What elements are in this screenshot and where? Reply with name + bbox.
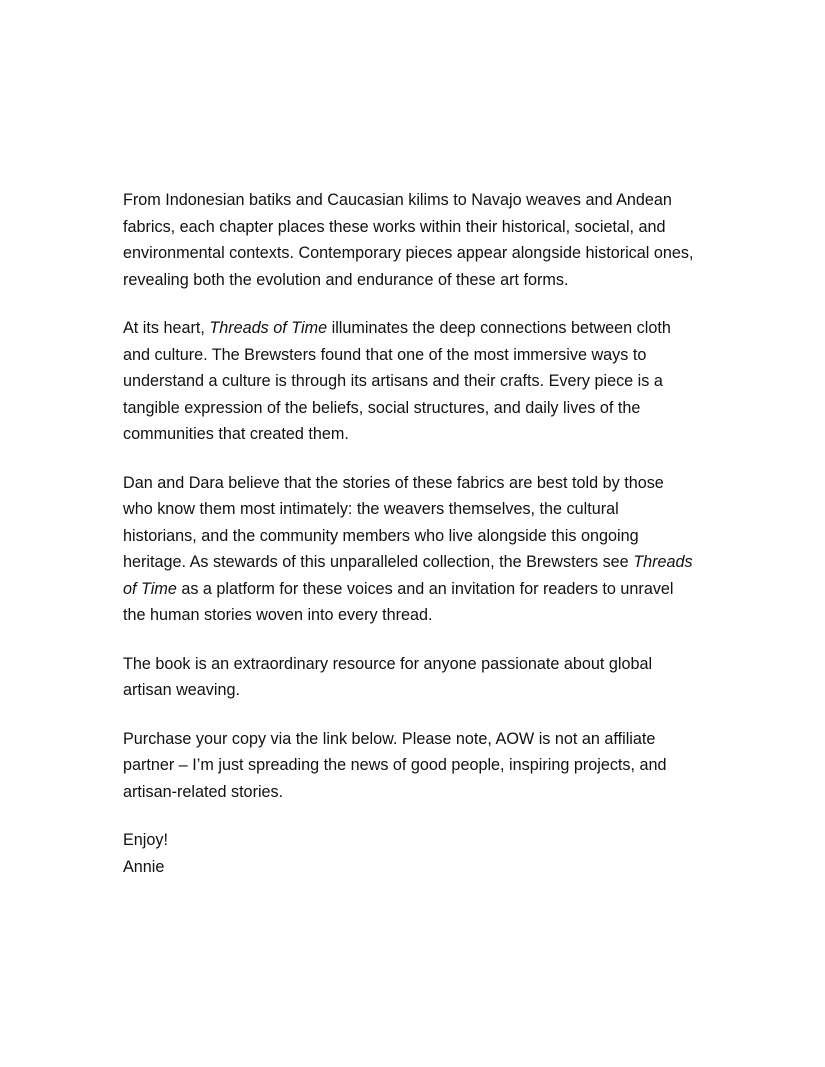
text-line: [123, 576, 723, 603]
text-line: revealing both the evolution and endurance of these art forms.: [123, 270, 569, 289]
text-line: tangible expression of the beliefs, social structures, and daily lives of the: [123, 398, 641, 417]
text-line: understand a culture is through its artisans and their crafts. Every piece is a: [123, 372, 663, 390]
text-line: The book is an extraordinary resource for anyone passionate about global: [123, 654, 653, 673]
book-title: Threads of Time: [209, 319, 328, 337]
text-line: [123, 315, 723, 342]
paragraph-textile-traditions: [123, 187, 723, 293]
text-line: From Indonesian batiks and Caucasian kilims to Navajo weaves and Andean: [123, 191, 672, 209]
signoff-closing: Enjoy!: [123, 831, 168, 849]
text-line: the human stories woven into every thread.: [123, 606, 433, 624]
paragraph-stories-of-fabrics: [123, 470, 723, 629]
text-line: and culture. The Brewsters found that one of the most immersive ways to: [123, 345, 647, 364]
paragraph-resource: [123, 651, 723, 704]
signoff-name: Annie: [123, 857, 165, 876]
text-line: who know them most intimately: the weavers themselves, the cultural: [123, 500, 619, 518]
text-line: Dan and Dara believe that the stories of these fabrics are best told by those: [123, 473, 664, 492]
text-line: fabrics, each chapter places these works within their historical, societal, and: [123, 217, 666, 236]
article-body: [123, 187, 723, 902]
text-line: historians, and the community members who live alongside this ongoing: [123, 526, 639, 545]
paragraph-purchase-note: [123, 726, 723, 806]
text-line: environmental contexts. Contemporary pieces appear alongside historical ones,: [123, 244, 694, 262]
book-title: Threads: [633, 553, 693, 571]
text-line: artisan weaving.: [123, 681, 240, 699]
text-line: artisan-related stories.: [123, 782, 284, 801]
text-line: [123, 549, 723, 576]
text-fragment: as a platform for these voices and an invitation for readers to unravel: [176, 579, 674, 598]
text-line: partner – I’m just spreading the news of good people, inspiring projects, and: [123, 756, 667, 774]
book-title: of Time: [123, 579, 177, 598]
text-fragment: heritage. As stewards of this unparalleled collection, the Brewsters see: [123, 553, 634, 571]
text-line: communities that created them.: [123, 425, 349, 443]
signoff: [123, 827, 723, 880]
text-fragment: At its heart,: [123, 319, 210, 337]
text-fragment: illuminates the deep connections between cloth: [327, 319, 671, 337]
text-line: Purchase your copy via the link below. Please note, AOW is not an affiliate: [123, 729, 656, 748]
paragraph-cloth-and-culture: [123, 315, 723, 448]
